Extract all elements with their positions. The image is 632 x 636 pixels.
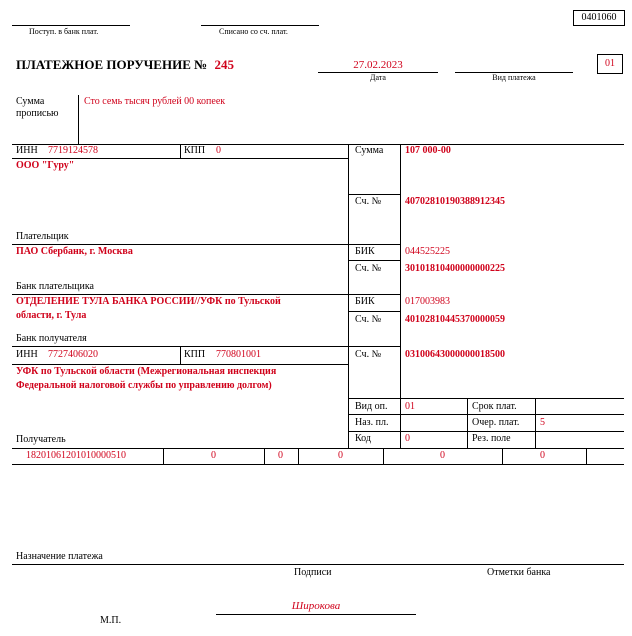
payer-bank-label: Банк плательщика — [16, 281, 94, 292]
payer-bank-account-label: Сч. № — [355, 263, 382, 274]
grid-line — [348, 311, 400, 312]
tax-row-divider — [298, 448, 299, 464]
payee-kpp-label: КПП — [184, 349, 206, 360]
payer-name: ООО "Гуру" — [16, 160, 75, 171]
payee-name-2: Федеральной налоговой службы по управлению долгом) — [16, 380, 272, 391]
grid-line — [467, 398, 468, 448]
payee-inn-label: ИНН — [16, 349, 38, 360]
payee-bank-name-2: области, г. Тула — [16, 310, 87, 321]
priority-label: Очер. плат. — [472, 417, 520, 428]
payee-bank-name-1: ОТДЕЛЕНИЕ ТУЛА БАНКА РОССИИ//УФК по Тульской — [16, 296, 281, 307]
payee-bank-account: 40102810445370000059 — [405, 314, 505, 325]
payer-inn-label: ИНН — [16, 145, 38, 156]
debited-label: Списано со сч. плат. — [219, 27, 288, 36]
tax-basis: 0 — [278, 450, 283, 461]
amount-words-divider — [78, 95, 79, 145]
amount-words-label-2: прописью — [16, 108, 59, 119]
received-line — [12, 25, 130, 26]
bank-marks-label: Отметки банка — [487, 567, 551, 578]
tax-row-line — [12, 464, 624, 465]
tax-row-divider — [502, 448, 503, 464]
grid-line — [12, 158, 348, 159]
op-type: 01 — [405, 401, 415, 412]
tax-row-divider — [383, 448, 384, 464]
tax-row-divider — [586, 448, 587, 464]
op-type-label: Вид оп. — [355, 401, 388, 412]
amount-label: Сумма — [355, 145, 384, 156]
grid-line — [12, 364, 348, 365]
received-label: Поступ. в банк плат. — [29, 27, 99, 36]
grid-line — [12, 244, 400, 245]
date-label: Дата — [370, 73, 386, 82]
grid-line — [12, 294, 400, 295]
grid-line — [348, 431, 624, 432]
purpose-code-label: Наз. пл. — [355, 417, 389, 428]
signature-line — [216, 614, 416, 615]
grid-line — [348, 260, 400, 261]
tax-oktmo: 0 — [211, 450, 216, 461]
payer-bank-name: ПАО Сбербанк, г. Москва — [16, 246, 133, 257]
grid-line — [348, 414, 624, 415]
payee-label: Получатель — [16, 434, 66, 445]
payee-bank-label: Банк получателя — [16, 333, 87, 344]
page-title — [16, 57, 234, 73]
amount-value: 107 000-00 — [405, 145, 451, 156]
priority-value: 5 — [540, 417, 545, 428]
payee-account: 03100643000000018500 — [405, 349, 505, 360]
payment-type-label: Вид платежа — [492, 73, 536, 82]
grid-line — [180, 144, 181, 158]
signature: Широкова — [291, 600, 341, 612]
order-number: 245 — [214, 57, 234, 72]
amount-words-value: Сто семь тысяч рублей 00 копеек — [84, 96, 226, 107]
debited-line — [201, 25, 319, 26]
tax-kbk: 18201061201010000510 — [26, 450, 126, 461]
grid-line — [12, 346, 400, 347]
grid-line — [12, 144, 624, 145]
payer-label: Плательщик — [16, 231, 69, 242]
payer-kpp: 0 — [216, 145, 221, 156]
payer-kpp-label: КПП — [184, 145, 206, 156]
grid-line — [348, 194, 400, 195]
payee-account-label: Сч. № — [355, 349, 382, 360]
status-code: 01 — [597, 54, 623, 74]
grid-line — [12, 448, 624, 449]
purpose-label: Назначение платежа — [16, 551, 103, 562]
reserve-label: Рез. поле — [472, 433, 511, 444]
form-code: 0401060 — [573, 10, 625, 26]
tax-row-divider — [163, 448, 164, 464]
purpose-line — [12, 564, 624, 565]
amount-words-label-1: Сумма — [16, 96, 45, 107]
code-label: Код — [355, 433, 371, 444]
grid-line — [180, 346, 181, 364]
tax-row-divider — [264, 448, 265, 464]
order-date: 27.02.2023 — [353, 59, 403, 71]
grid-line — [535, 398, 536, 448]
stamp-label: М.П. — [100, 615, 122, 626]
grid-line — [348, 398, 624, 399]
signatures-label: Подписи — [294, 567, 332, 578]
tax-period: 0 — [338, 450, 343, 461]
payee-kpp: 770801001 — [216, 349, 261, 360]
payer-bank-bik: 044525225 — [405, 246, 450, 257]
payee-bank-account-label: Сч. № — [355, 314, 382, 325]
term-label: Срок плат. — [472, 401, 517, 412]
payee-name-1: УФК по Тульской области (Межрегиональная инспекция — [16, 366, 277, 377]
payer-bank-bik-label: БИК — [355, 246, 375, 257]
payee-bank-bik-label: БИК — [355, 296, 375, 307]
payer-bank-account: 30101810400000000225 — [405, 263, 505, 274]
grid-line — [400, 144, 401, 448]
payer-account-label: Сч. № — [355, 196, 382, 207]
payee-inn: 7727406020 — [48, 349, 98, 360]
code-value: 0 — [405, 433, 410, 444]
tax-doc-number: 0 — [440, 450, 445, 461]
payer-inn: 7719124578 — [48, 145, 98, 156]
tax-doc-date: 0 — [540, 450, 545, 461]
grid-line — [348, 144, 349, 448]
payer-account: 40702810190388912345 — [405, 196, 505, 207]
title-label: ПЛАТЕЖНОЕ ПОРУЧЕНИЕ № — [16, 57, 208, 72]
payee-bank-bik: 017003983 — [405, 296, 450, 307]
